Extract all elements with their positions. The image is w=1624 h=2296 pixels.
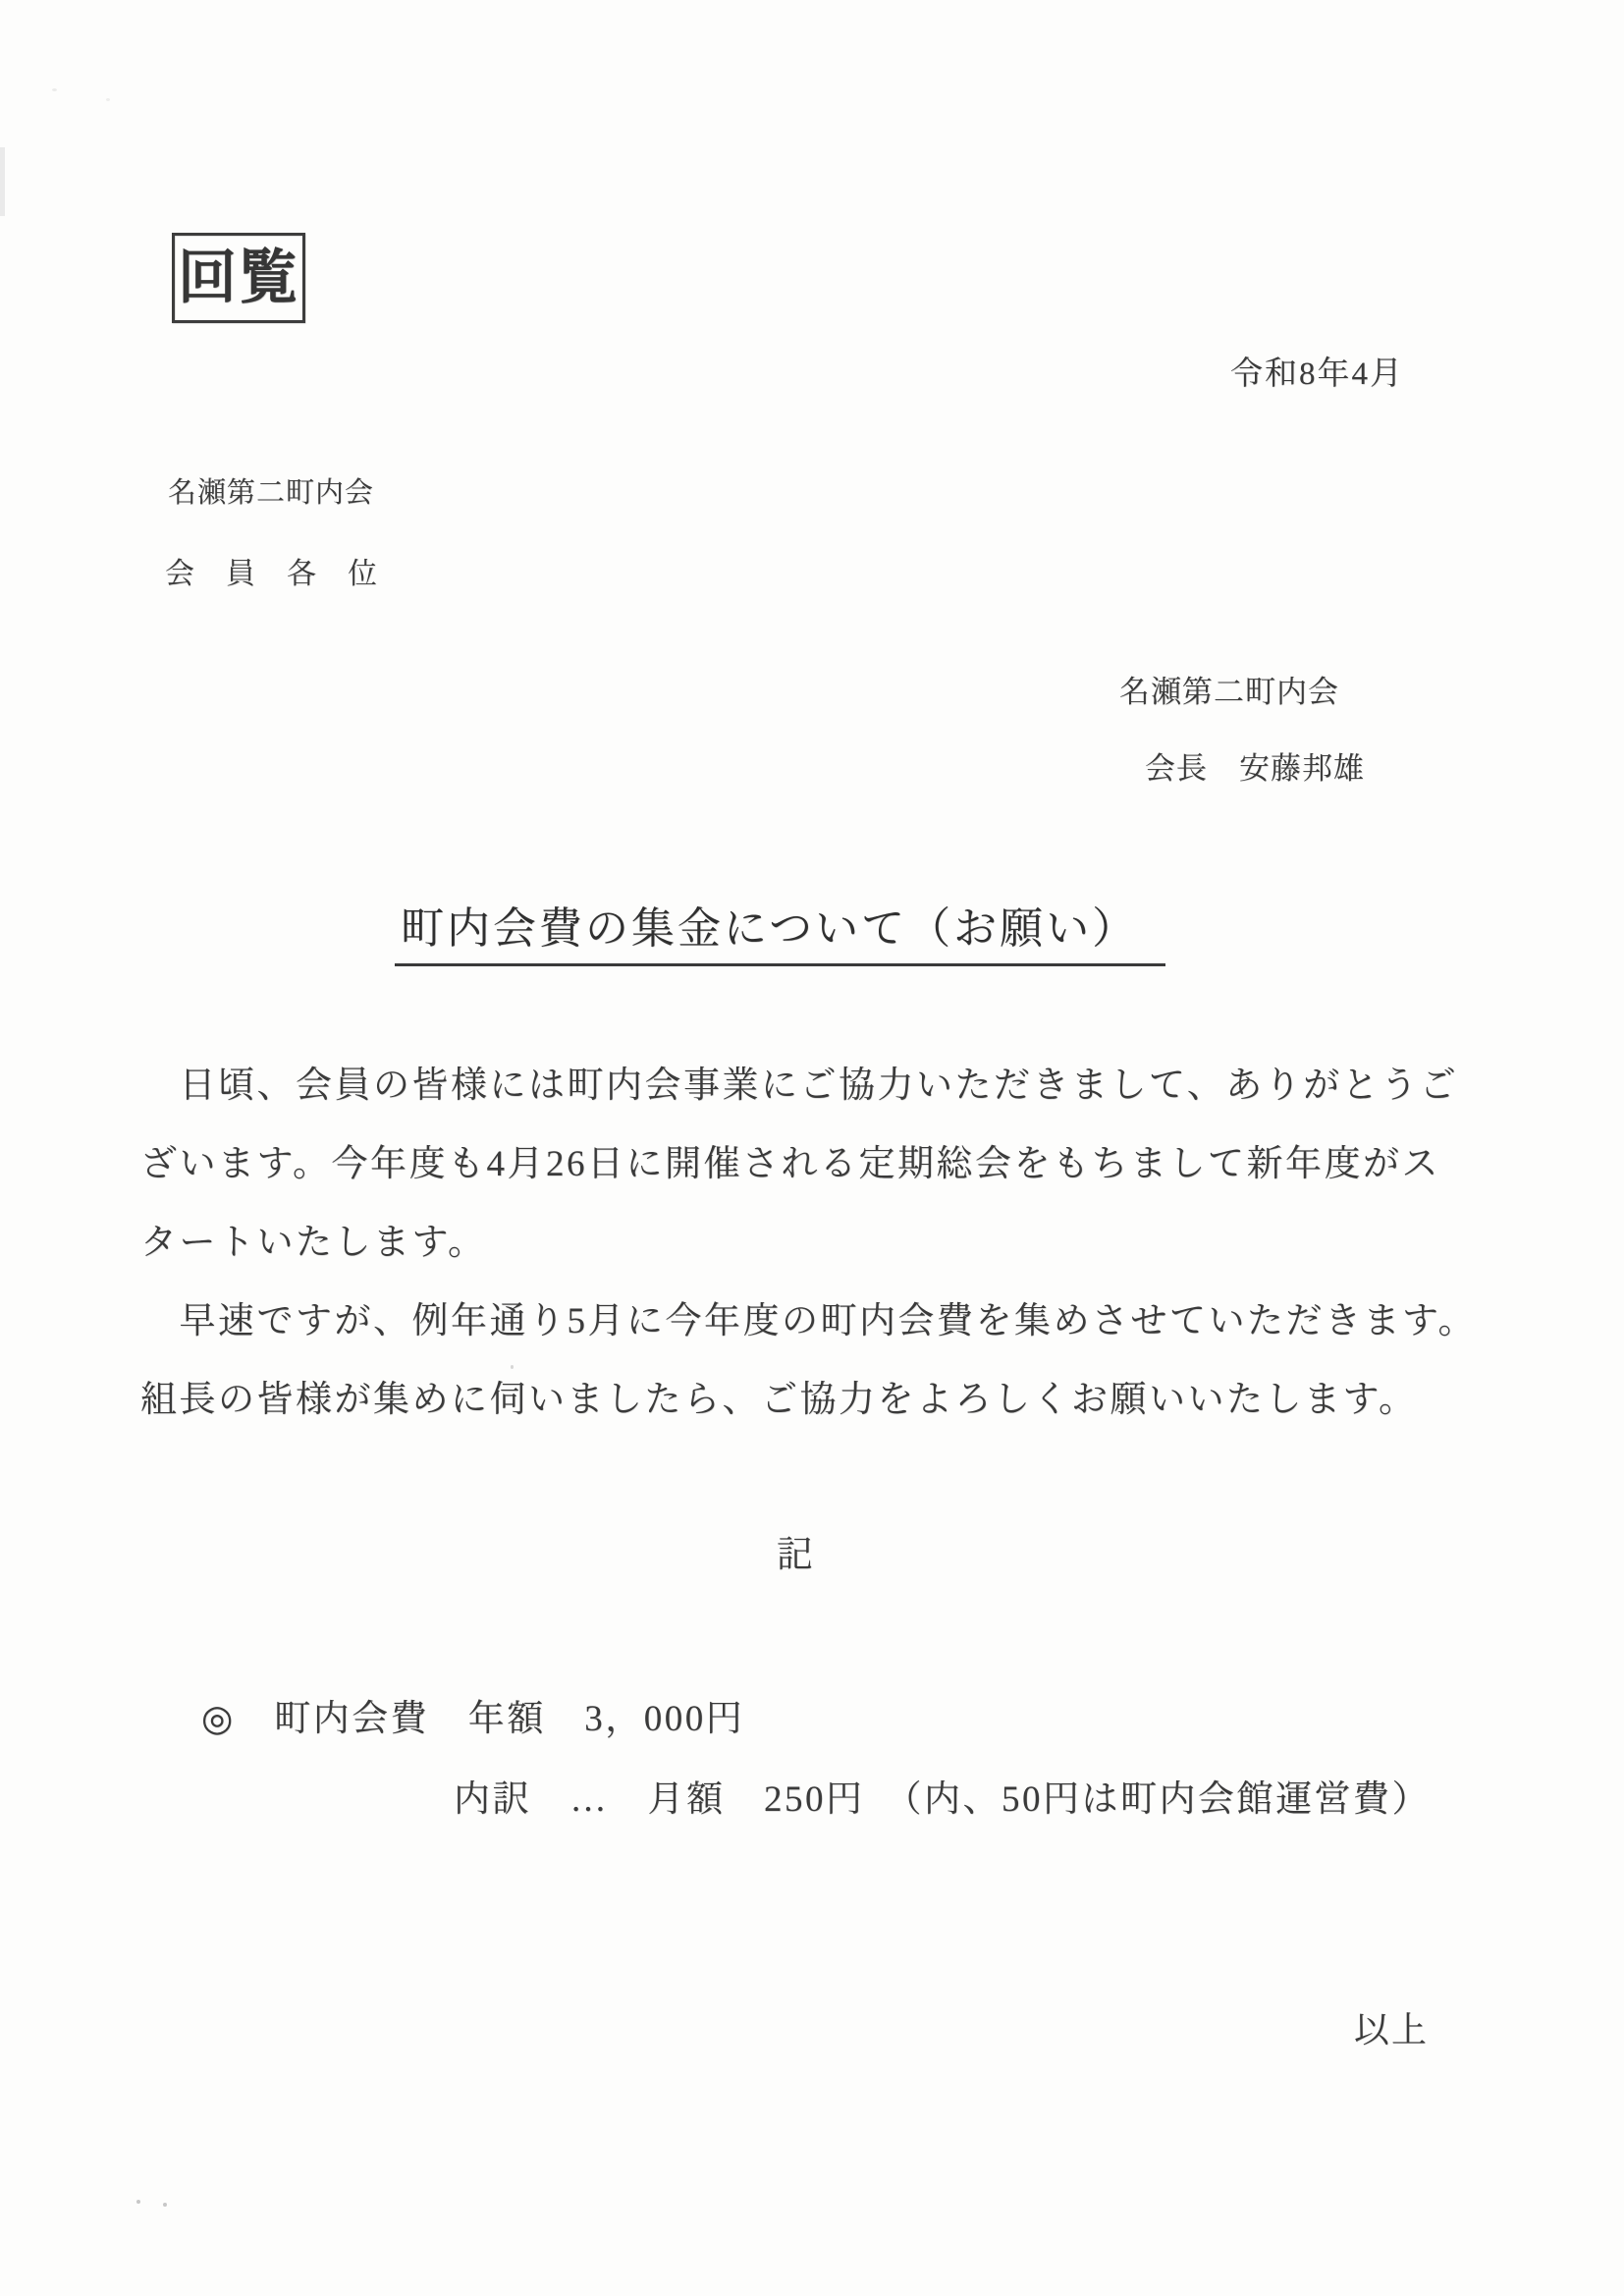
- sender-organization: 名瀬第二町内会: [1119, 675, 1339, 709]
- document-date: 令和8年4月: [1230, 356, 1404, 392]
- body-line-1: 日頃、会員の皆様には町内会事業にご協力いただきまして、ありがとうご: [140, 1066, 1459, 1106]
- scan-speck: [52, 88, 57, 91]
- body-line-2: ざいます。今年度も4月26日に開催される定期総会をもちまして新年度がス: [140, 1144, 1441, 1184]
- scan-speck: [163, 2203, 167, 2207]
- body-line-5: 組長の皆様が集めに伺いましたら、ご協力をよろしくお願いいたします。: [140, 1380, 1418, 1420]
- scan-edge-smudge: [0, 147, 5, 216]
- circulation-stamp-label: 回覧: [178, 246, 299, 310]
- closing-marker: 以上: [1354, 2010, 1430, 2050]
- body-line-3: タートいたします。: [140, 1223, 487, 1263]
- sender-chairman: 会長 安藤邦雄: [1145, 751, 1365, 786]
- scan-speck: [106, 98, 110, 101]
- scan-speck: [136, 2200, 140, 2204]
- fee-annual-line: ◎ 町内会費 年額 3，000円: [201, 1699, 745, 1739]
- record-marker: 記: [777, 1535, 813, 1575]
- fee-breakdown-line: 内訳 … 月額 250円 （内、50円は町内会館運営費）: [454, 1779, 1431, 1820]
- document-title: 町内会費の集金について（お願い）: [395, 902, 1165, 966]
- circulation-stamp-box: [172, 233, 305, 323]
- scan-speck: [511, 1365, 514, 1369]
- addressee-members: 会 員 各 位: [165, 558, 378, 590]
- body-line-4: 早速ですが、例年通り5月に今年度の町内会費を集めさせていただきます。: [140, 1301, 1478, 1341]
- body-paragraphs: [140, 1047, 1515, 1440]
- addressee-organization: 名瀬第二町内会: [168, 477, 375, 509]
